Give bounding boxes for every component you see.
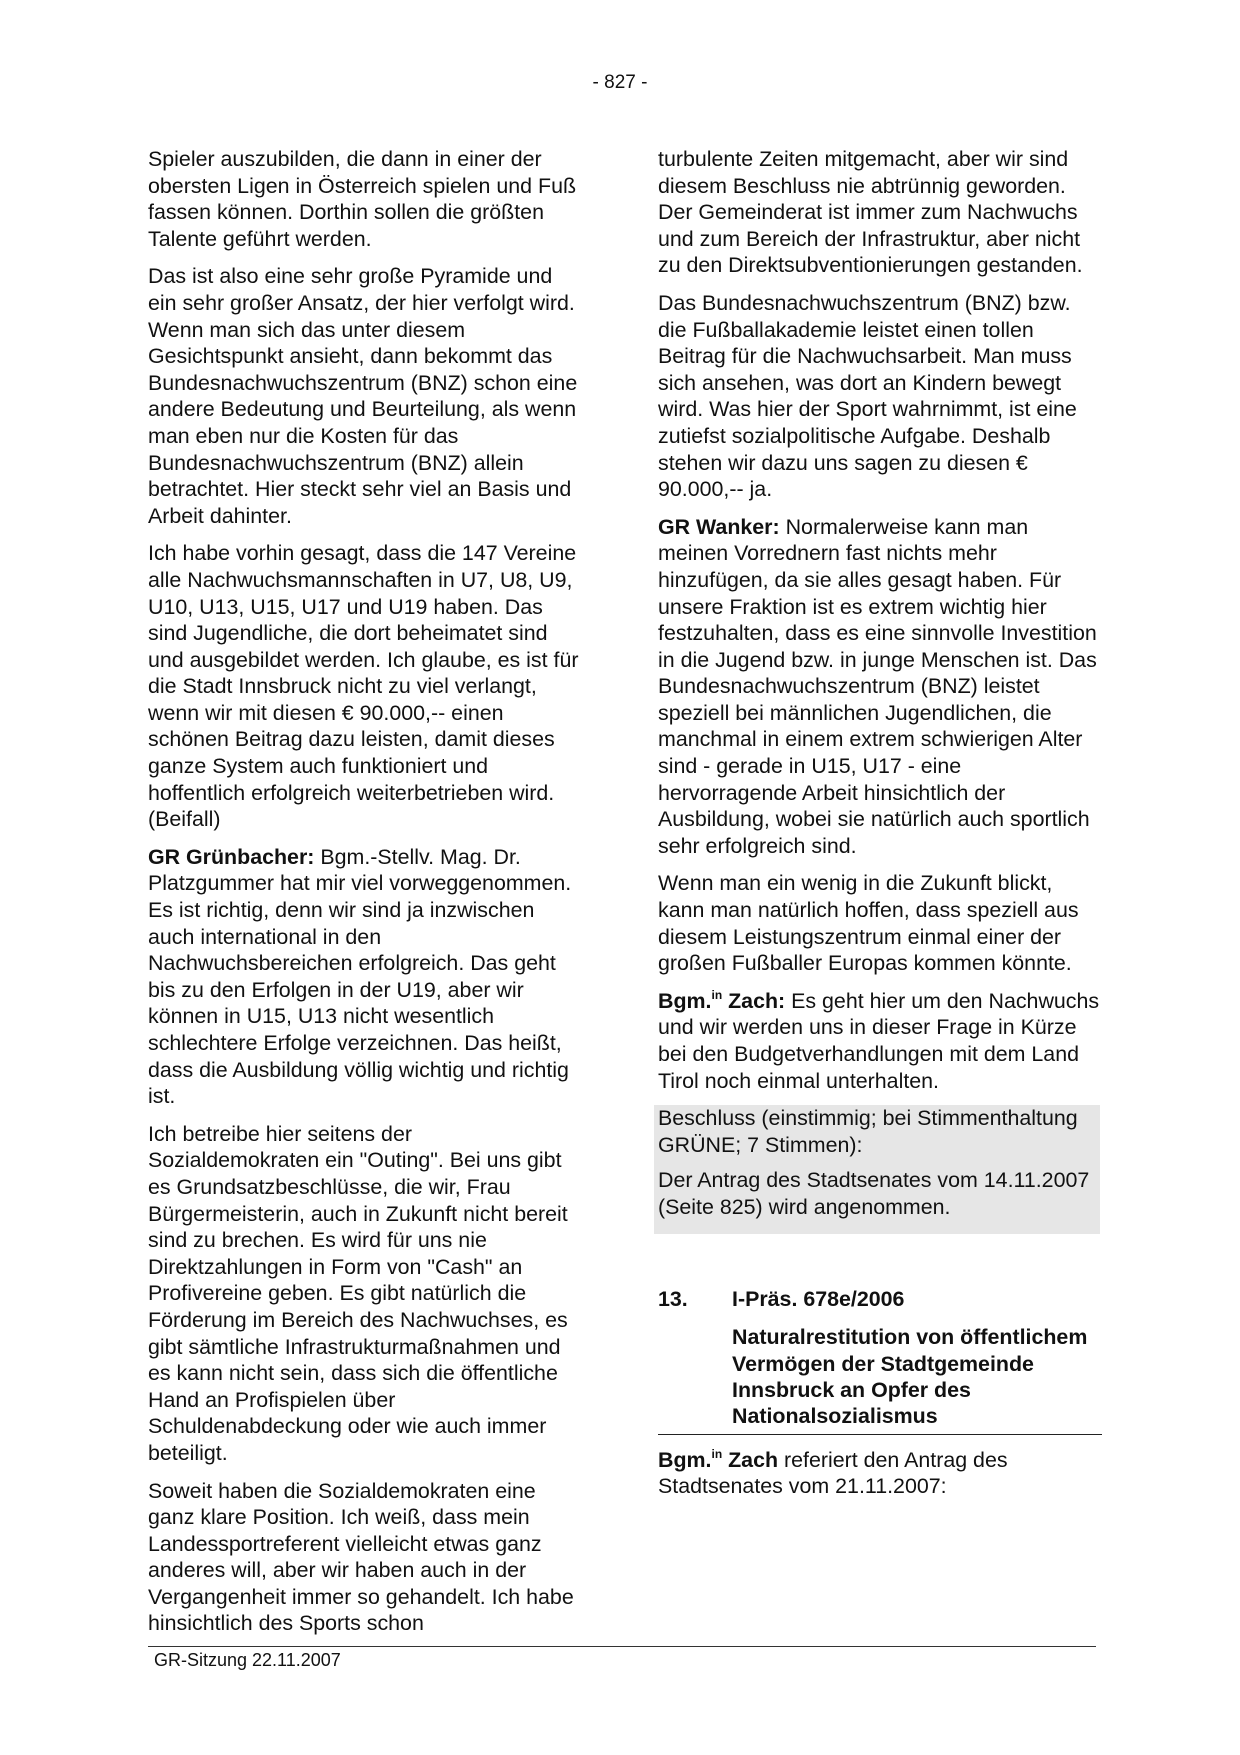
- speaker-name: GR Wanker:: [658, 514, 780, 539]
- decision-box: [654, 1105, 1100, 1233]
- agenda-reference: I-Präs. 678e/2006: [732, 1286, 905, 1311]
- speech-text: Es geht hier um den Nachwuchs und wir werden uns in dieser Frage in Kürze bei den Budgetverhandlungen mit dem Land Tirol noch einmal unterhalten.: [658, 988, 1100, 1093]
- speech-text: Bgm.-Stellv. Mag. Dr. Platzgummer hat mir viel vorweggenommen. Es ist richtig, denn wir sind ja inzwischen auch international in den Nachwuchsbereichen erfolgreich. Das geht bis zu den Erfolgen in der U19, aber wir können in U15, U13 nicht wesentlich schlechtere Erfolge verzeichnen. Das heißt, dass die Ausbildung völlig wichtig und richtig ist.: [148, 844, 572, 1109]
- agenda-item: [658, 1286, 1102, 1430]
- speech-paragraph: [658, 988, 1102, 1094]
- agenda-body: [732, 1286, 1102, 1430]
- paragraph: Wenn man ein wenig in die Zukunft blickt, kann man natürlich hoffen, dass speziell aus diesem Leistungszentrum einmal einer der großen Fußballer Europas kommen könnte.: [658, 871, 1079, 976]
- left-column: [148, 146, 584, 1648]
- speech-text: referiert den Antrag des Stadtsenates vom 21.11.2007:: [658, 1447, 1008, 1499]
- speaker-name: Zach:: [728, 988, 786, 1013]
- speech-paragraph: [658, 514, 1102, 860]
- page-number: - 827 -: [592, 72, 648, 93]
- paragraph: Das Bundesnachwuchszentrum (BNZ) bzw. die Fußballakademie leistet einen tollen Beitrag für die Nachwuchsarbeit. Man muss sich ansehen, was dort an Kindern bewegt wird. Was hier der Sport wahrnimmt, ist eine zutiefst sozialpolitische Aufgabe. Deshalb stehen wir dazu uns sagen zu diesen € 90.000,-- ja.: [658, 290, 1077, 502]
- agenda-divider: [658, 1434, 1102, 1435]
- speaker-name: Zach: [728, 1447, 779, 1472]
- agenda-subject: Naturalrestitution von öffentlichem Vermögen der Stadtgemeinde Innsbruck an Opfer des Nationalsozialismus: [732, 1325, 1088, 1429]
- speaker-title: Bgm.: [658, 988, 712, 1013]
- speech-text: Normalerweise kann man meinen Vorrednern fast nichts mehr hinzufügen, da sie alles gesagt haben. Für unsere Fraktion ist es extrem wichtig hier festzuhalten, dass es eine sinnvolle Investition in die Jugend bzw. in junge Menschen ist. Das Bundesnachwuchszentrum (BNZ) leistet speziell bei männlichen Jugendlichen, die manchmal in einem extrem schwierigen Alter sind - gerade in U15, U17 - eine hervorragende Arbeit hinsichtlich der Ausbildung, wobei sie natürlich auch sportlich sehr erfolgreich sind.: [658, 514, 1097, 858]
- agenda-number: 13.: [658, 1286, 688, 1311]
- speaker-title-superscript: in: [711, 987, 723, 1002]
- speaker-name: GR Grünbacher:: [148, 844, 315, 869]
- paragraph: Ich betreibe hier seitens der Sozialdemokraten ein "Outing". Bei uns gibt es Grundsatzbeschlüsse, die wir, Frau Bürgermeisterin, auch in Zukunft nicht bereit sind zu brechen. Es wird für uns nie Direktzahlungen in Form von "Cash" an Profivereine geben. Es gibt natürlich die Förderung im Bereich des Nachwuchses, es gibt sämtliche Infrastrukturmaßnahmen und es kann nicht sein, dass sich die öffentliche Hand an Profispielen über Schuldenabdeckung oder wie auch immer beteiligt.: [148, 1121, 568, 1465]
- paragraph: Ich habe vorhin gesagt, dass die 147 Vereine alle Nachwuchsmannschaften in U7, U8, U9, U10, U13, U15, U17 und U19 haben. Das sind Jugendliche, die dort beheimatet sind und ausgebildet werden. Ich glaube, es ist für die Stadt Innsbruck nicht zu viel verlangt, wenn wir mit diesen € 90.000,-- einen schönen Beitrag dazu leisten, damit dieses ganze System auch funktioniert und hoffentlich erfolgreich weiterbetrieben wird. (Beifall): [148, 541, 579, 832]
- speaker-title-superscript: in: [711, 1446, 723, 1461]
- speech-paragraph: [148, 844, 584, 1110]
- paragraph: Soweit haben die Sozialdemokraten eine ganz klare Position. Ich weiß, dass mein Landessportreferent vielleicht etwas ganz anderes will, aber wir haben auch in der Vergangenheit immer so gehandelt. Ich habe hinsichtlich des Sports schon: [148, 1478, 574, 1636]
- speech-paragraph: [658, 1447, 1102, 1500]
- speaker-title: Bgm.: [658, 1447, 712, 1472]
- decision-result: Der Antrag des Stadtsenates vom 14.11.2007 (Seite 825) wird angenommen.: [658, 1168, 1090, 1219]
- paragraph: Spieler auszubilden, die dann in einer der obersten Ligen in Österreich spielen und Fuß fassen können. Dorthin sollen die größten Talente geführt werden.: [148, 147, 577, 251]
- decision-vote: Beschluss (einstimmig; bei Stimmenthaltung GRÜNE; 7 Stimmen):: [658, 1106, 1078, 1157]
- footer-divider: [148, 1646, 1096, 1647]
- paragraph: Das ist also eine sehr große Pyramide und ein sehr großer Ansatz, der hier verfolgt wird. Wenn man sich das unter diesem Gesichtspunkt ansieht, dann bekommt das Bundesnachwuchszentrum (BNZ) schon eine andere Bedeutung und Beurteilung, als wenn man eben nur die Kosten für das Bundesnachwuchszentrum (BNZ) allein betrachtet. Hier steckt sehr viel an Basis und Arbeit dahinter.: [148, 264, 578, 528]
- paragraph: turbulente Zeiten mitgemacht, aber wir sind diesem Beschluss nie abtrünnig geworden. Der Gemeinderat ist immer zum Nachwuchs und zum Bereich der Infrastruktur, aber nicht zu den Direktsubventionierungen gestanden.: [658, 147, 1083, 278]
- footer-session-date: GR-Sitzung 22.11.2007: [154, 1650, 341, 1670]
- right-column: [658, 146, 1102, 1511]
